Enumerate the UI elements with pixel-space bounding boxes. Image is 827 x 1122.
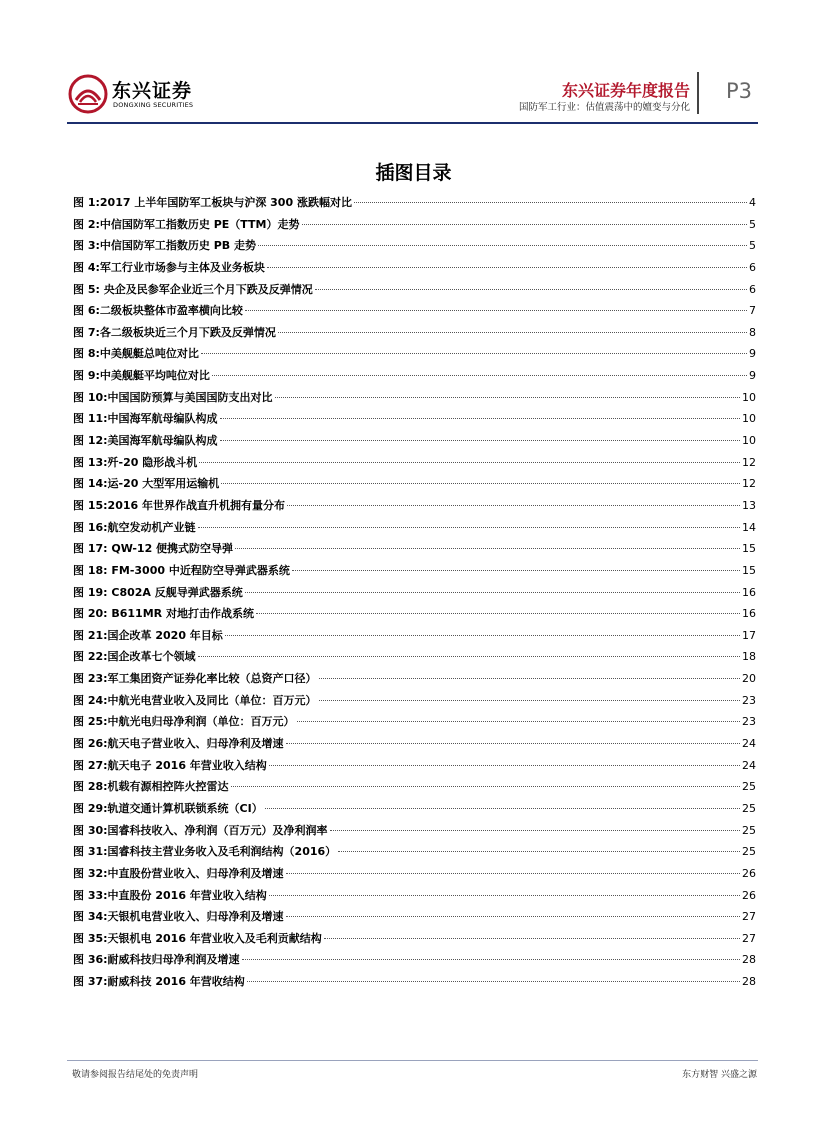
toc-entry-label[interactable]: 图 11:中国海军航母编队构成 xyxy=(73,412,218,426)
page-number: P3 xyxy=(726,79,753,103)
toc-entry[interactable] xyxy=(73,780,756,802)
toc-entry-page[interactable]: 20 xyxy=(742,672,756,686)
toc-entry-label[interactable]: 图 9:中美舰艇平均吨位对比 xyxy=(73,369,210,383)
toc-entry-page[interactable]: 17 xyxy=(742,628,756,642)
header-rule xyxy=(67,122,758,124)
toc-leader-dots xyxy=(287,505,740,506)
toc-entry-page[interactable]: 25 xyxy=(742,823,756,837)
toc-entry[interactable] xyxy=(73,564,756,586)
toc-leader-dots xyxy=(267,267,747,268)
toc-entry-label[interactable]: 图 30:国睿科技收入、净利润（百万元）及净利润率 xyxy=(73,823,328,837)
toc-entry[interactable] xyxy=(73,283,756,305)
toc-entry-page[interactable]: 10 xyxy=(742,434,756,448)
toc-leader-dots xyxy=(324,938,740,939)
toc-entry[interactable] xyxy=(73,889,756,911)
toc-entry-label[interactable]: 图 5: 央企及民参军企业近三个月下跌及反弹情况 xyxy=(73,282,313,296)
toc-leader-dots xyxy=(220,440,740,441)
toc-entry[interactable] xyxy=(73,218,756,240)
toc-entry[interactable] xyxy=(73,607,756,629)
toc-leader-dots xyxy=(286,743,740,744)
toc-leader-dots xyxy=(286,916,740,917)
toc-leader-dots xyxy=(245,592,740,593)
toc-list xyxy=(73,196,756,997)
toc-leader-dots xyxy=(201,353,747,354)
toc-entry-label[interactable]: 图 35:天银机电 2016 年营业收入及毛利贡献结构 xyxy=(73,931,322,945)
toc-leader-dots xyxy=(319,700,740,701)
toc-entry-page[interactable]: 28 xyxy=(742,975,756,989)
toc-entry[interactable] xyxy=(73,715,756,737)
toc-entry[interactable] xyxy=(73,737,756,759)
toc-entry-label[interactable]: 图 16:航空发动机产业链 xyxy=(73,520,196,534)
toc-entry-label[interactable]: 图 26:航天电子营业收入、归母净利及增速 xyxy=(73,737,284,751)
toc-entry-label[interactable]: 图 17: QW-12 便携式防空导弹 xyxy=(73,542,234,556)
toc-entry-label[interactable]: 图 10:中国国防预算与美国国防支出对比 xyxy=(73,390,273,404)
toc-entry-page[interactable]: 9 xyxy=(749,369,756,383)
toc-entry[interactable] xyxy=(73,239,756,261)
toc-leader-dots xyxy=(231,786,740,787)
toc-entry[interactable] xyxy=(73,434,756,456)
toc-leader-dots xyxy=(225,635,740,636)
toc-entry-page[interactable]: 23 xyxy=(742,715,756,729)
toc-entry[interactable] xyxy=(73,672,756,694)
toc-entry[interactable] xyxy=(73,694,756,716)
toc-entry-page[interactable]: 13 xyxy=(742,498,756,512)
toc-entry[interactable] xyxy=(73,975,756,997)
toc-entry-label[interactable]: 图 2:中信国防军工指数历史 PE（TTM）走势 xyxy=(73,217,300,231)
toc-entry[interactable] xyxy=(73,845,756,867)
header-divider xyxy=(697,72,699,114)
toc-entry[interactable] xyxy=(73,456,756,478)
toc-leader-dots xyxy=(235,548,740,549)
report-title: 东兴证券年度报告 xyxy=(561,81,690,100)
toc-entry-page[interactable]: 27 xyxy=(742,910,756,924)
toc-leader-dots xyxy=(319,678,740,679)
toc-entry-label[interactable]: 图 29:轨道交通计算机联锁系统（CI） xyxy=(73,801,263,815)
toc-leader-dots xyxy=(286,873,740,874)
toc-entry[interactable] xyxy=(73,759,756,781)
footer-slogan: 东方财智 兴盛之源 xyxy=(682,1070,757,1080)
toc-entry[interactable] xyxy=(73,629,756,651)
toc-entry[interactable] xyxy=(73,867,756,889)
page-header xyxy=(0,0,827,130)
toc-entry[interactable] xyxy=(73,586,756,608)
toc-entry-label[interactable]: 图 36:耐威科技归母净利润及增速 xyxy=(73,953,240,967)
toc-entry-page[interactable]: 5 xyxy=(749,217,756,231)
toc-entry[interactable] xyxy=(73,347,756,369)
toc-entry-label[interactable]: 图 34:天银机电营业收入、归母净利及增速 xyxy=(73,910,284,924)
toc-entry-page[interactable]: 5 xyxy=(749,239,756,253)
toc-entry-page[interactable]: 10 xyxy=(742,412,756,426)
toc-entry[interactable] xyxy=(73,412,756,434)
toc-entry-page[interactable]: 26 xyxy=(742,888,756,902)
toc-entry-page[interactable]: 6 xyxy=(749,260,756,274)
toc-entry-label[interactable]: 图 25:中航光电归母净利润（单位：百万元） xyxy=(73,715,295,729)
toc-title: 插图目录 xyxy=(375,162,452,184)
toc-entry[interactable] xyxy=(73,542,756,564)
toc-entry-label[interactable]: 图 28:机载有源相控阵火控雷达 xyxy=(73,780,229,794)
toc-entry-label[interactable]: 图 4:军工行业市场参与主体及业务板块 xyxy=(73,260,265,274)
toc-entry[interactable] xyxy=(73,326,756,348)
toc-leader-dots xyxy=(242,959,740,960)
toc-entry-page[interactable]: 8 xyxy=(749,325,756,339)
toc-entry[interactable] xyxy=(73,521,756,543)
toc-leader-dots xyxy=(199,462,740,463)
toc-entry-label[interactable]: 图 13:歼-20 隐形战斗机 xyxy=(73,455,198,469)
toc-leader-dots xyxy=(198,527,740,528)
logo-subtext: DONGXING SECURITIES xyxy=(113,101,194,109)
toc-entry-page[interactable]: 16 xyxy=(742,585,756,599)
toc-entry[interactable] xyxy=(73,477,756,499)
dongxing-logo-icon xyxy=(68,74,108,114)
toc-leader-dots xyxy=(220,418,740,419)
toc-entry-label[interactable]: 图 37:耐威科技 2016 年营收结构 xyxy=(73,975,245,989)
toc-entry[interactable] xyxy=(73,802,756,824)
toc-entry-label[interactable]: 图 20: B611MR 对地打击作战系统 xyxy=(73,607,254,621)
toc-entry-label[interactable]: 图 15:2016 年世界作战直升机拥有量分布 xyxy=(73,498,285,512)
toc-entry-label[interactable]: 图 12:美国海军航母编队构成 xyxy=(73,434,218,448)
toc-entry-label[interactable]: 图 33:中直股份 2016 年营业收入结构 xyxy=(73,888,267,902)
toc-entry-page[interactable]: 27 xyxy=(742,931,756,945)
toc-entry-page[interactable]: 25 xyxy=(742,801,756,815)
logo-text: 东兴证券 xyxy=(112,80,193,102)
toc-entry-page[interactable]: 25 xyxy=(742,845,756,859)
toc-entry-page[interactable]: 9 xyxy=(749,347,756,361)
toc-entry-label[interactable]: 图 21:国企改革 2020 年目标 xyxy=(73,628,223,642)
footer-disclaimer: 敬请参阅报告结尾处的免责声明 xyxy=(72,1070,199,1080)
toc-entry-label[interactable]: 图 14:运-20 大型军用运输机 xyxy=(73,477,220,491)
toc-entry[interactable] xyxy=(73,650,756,672)
report-subtitle: 国防军工行业：估值震荡中的嬗变与分化 xyxy=(518,102,690,113)
toc-entry[interactable] xyxy=(73,910,756,932)
toc-leader-dots xyxy=(256,613,740,614)
toc-leader-dots xyxy=(269,895,740,896)
toc-entry[interactable] xyxy=(73,824,756,846)
toc-entry-page[interactable]: 25 xyxy=(742,780,756,794)
toc-entry[interactable] xyxy=(73,196,756,218)
toc-leader-dots xyxy=(269,765,740,766)
toc-entry-page[interactable]: 6 xyxy=(749,282,756,296)
toc-leader-dots xyxy=(221,483,740,484)
toc-entry-label[interactable]: 图 1:2017 上半年国防军工板块与沪深 300 涨跌幅对比 xyxy=(73,196,352,209)
toc-entry[interactable] xyxy=(73,304,756,326)
toc-entry-label[interactable]: 图 19: C802A 反舰导弹武器系统 xyxy=(73,585,243,599)
toc-entry-page[interactable]: 23 xyxy=(742,693,756,707)
toc-entry-page[interactable]: 28 xyxy=(742,953,756,967)
toc-entry-page[interactable]: 15 xyxy=(742,542,756,556)
toc-entry-page[interactable]: 10 xyxy=(742,390,756,404)
toc-leader-dots xyxy=(354,202,747,203)
toc-leader-dots xyxy=(302,224,748,225)
toc-leader-dots xyxy=(265,808,740,809)
toc-leader-dots xyxy=(292,570,740,571)
toc-entry-page[interactable]: 12 xyxy=(742,477,756,491)
toc-entry-page[interactable]: 7 xyxy=(749,304,756,318)
footer-rule xyxy=(67,1060,758,1061)
toc-entry-label[interactable]: 图 32:中直股份营业收入、归母净利及增速 xyxy=(73,866,284,880)
toc-leader-dots xyxy=(330,830,740,831)
toc-entry[interactable] xyxy=(73,953,756,975)
toc-entry[interactable] xyxy=(73,391,756,413)
toc-leader-dots xyxy=(258,245,747,246)
toc-entry[interactable] xyxy=(73,499,756,521)
toc-leader-dots xyxy=(338,851,740,852)
toc-leader-dots xyxy=(212,375,747,376)
toc-leader-dots xyxy=(245,310,747,311)
toc-entry-label[interactable]: 图 8:中美舰艇总吨位对比 xyxy=(73,347,199,361)
toc-entry-page[interactable]: 4 xyxy=(749,196,756,209)
toc-entry-page[interactable]: 26 xyxy=(742,866,756,880)
toc-entry-page[interactable]: 24 xyxy=(742,758,756,772)
toc-entry[interactable] xyxy=(73,932,756,954)
toc-entry-page[interactable]: 24 xyxy=(742,737,756,751)
toc-entry-label[interactable]: 图 23:军工集团资产证券化率比较（总资产口径） xyxy=(73,672,317,686)
company-logo xyxy=(68,74,208,114)
toc-entry[interactable] xyxy=(73,369,756,391)
toc-entry-page[interactable]: 12 xyxy=(742,455,756,469)
toc-entry-page[interactable]: 16 xyxy=(742,607,756,621)
toc-entry-label[interactable]: 图 31:国睿科技主营业务收入及毛利润结构（2016） xyxy=(73,845,337,859)
toc-entry-label[interactable]: 图 3:中信国防军工指数历史 PB 走势 xyxy=(73,239,256,253)
toc-leader-dots xyxy=(247,981,740,982)
toc-leader-dots xyxy=(315,289,747,290)
toc-entry-page[interactable]: 15 xyxy=(742,563,756,577)
toc-leader-dots xyxy=(275,397,740,398)
toc-leader-dots xyxy=(198,656,740,657)
toc-entry-label[interactable]: 图 24:中航光电营业收入及同比（单位：百万元） xyxy=(73,693,317,707)
toc-entry-page[interactable]: 14 xyxy=(742,520,756,534)
toc-entry-label[interactable]: 图 18: FM-3000 中近程防空导弹武器系统 xyxy=(73,563,290,577)
toc-leader-dots xyxy=(278,332,747,333)
toc-entry-page[interactable]: 18 xyxy=(742,650,756,664)
toc-entry-label[interactable]: 图 22:国企改革七个领域 xyxy=(73,650,196,664)
toc-entry-label[interactable]: 图 27:航天电子 2016 年营业收入结构 xyxy=(73,758,267,772)
toc-leader-dots xyxy=(297,721,740,722)
toc-entry-label[interactable]: 图 6:二级板块整体市盈率横向比较 xyxy=(73,304,243,318)
toc-entry[interactable] xyxy=(73,261,756,283)
toc-entry-label[interactable]: 图 7:各二级板块近三个月下跌及反弹情况 xyxy=(73,325,276,339)
